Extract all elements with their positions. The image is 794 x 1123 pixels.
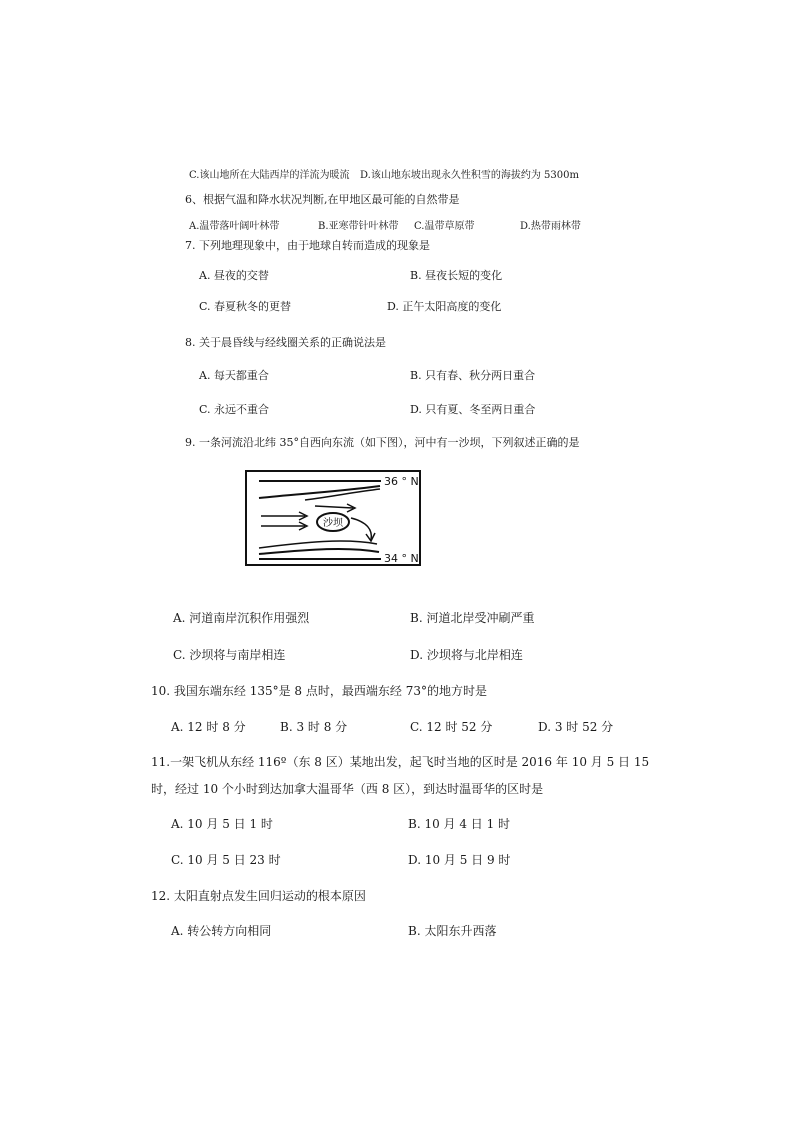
q11-stem-line1: 11.一架飞机从东经 116º（东 8 区）某地出发，起飞时当地的区时是 2016 年 10 月 5 日 15 (151, 755, 650, 769)
q11-stem-line2: 时，经过 10 个小时到达加拿大温哥华（西 8 区），到达时温哥华的区时是 (151, 782, 544, 796)
q10-stem: 10. 我国东端东经 135°是 8 点时，最西端东经 73°的地方时是 (151, 684, 487, 698)
q10-option-d: D. 3 时 52 分 (538, 720, 614, 734)
q10-option-a: A. 12 时 8 分 (171, 720, 246, 734)
q9-stem: 9. 一条河流沿北纬 35°自西向东流（如下图），河中有一沙坝，下列叙述正确的是 (185, 436, 580, 449)
q11-option-d: D. 10 月 5 日 9 时 (408, 853, 511, 867)
q9-option-b: B. 河道北岸受冲刷严重 (410, 611, 535, 625)
q8-option-b: B. 只有春、秋分两日重合 (410, 369, 536, 382)
q6-option-b: B.亚寒带针叶林带 (318, 221, 399, 232)
q12-option-b: B. 太阳东升西落 (408, 924, 497, 938)
q8-stem: 8. 关于晨昏线与经线圈关系的正确说法是 (185, 336, 386, 349)
q11-option-a: A. 10 月 5 日 1 时 (171, 817, 273, 831)
q6-option-a: A.温带落叶阔叶林带 (189, 221, 280, 232)
river-sandbar-diagram (245, 470, 421, 566)
q7-option-a: A. 昼夜的交替 (199, 269, 269, 282)
lat-36-label: 36 ° N (384, 475, 419, 488)
q11-option-c: C. 10 月 5 日 23 时 (171, 853, 281, 867)
q8-option-a: A. 每天都重合 (199, 369, 269, 382)
q11-option-b: B. 10 月 4 日 1 时 (408, 817, 511, 831)
q7-option-b: B. 昼夜长短的变化 (410, 269, 503, 282)
q7-stem: 7. 下列地理现象中，由于地球自转而造成的现象是 (185, 239, 430, 252)
q6-stem: 6、根据气温和降水状况判断,在甲地区最可能的自然带是 (185, 193, 460, 206)
q5-option-c: C.该山地所在大陆西岸的洋流为暖流 (189, 170, 350, 181)
q6-option-d: D.热带雨林带 (520, 221, 581, 232)
q9-option-a: A. 河道南岸沉积作用强烈 (173, 611, 310, 625)
q7-option-c: C. 春夏秋冬的更替 (199, 300, 292, 313)
q10-option-c: C. 12 时 52 分 (410, 720, 493, 734)
q10-option-b: B. 3 时 8 分 (280, 720, 348, 734)
q6-option-c: C.温带草原带 (414, 221, 475, 232)
lat-34-label: 34 ° N (384, 552, 419, 565)
sandbar-label: 沙坝 (323, 518, 343, 529)
q9-option-c: C. 沙坝将与南岸相连 (173, 648, 286, 662)
q12-stem: 12. 太阳直射点发生回归运动的根本原因 (151, 889, 366, 903)
q12-option-a: A. 转公转方向相同 (171, 924, 272, 938)
q9-option-d: D. 沙坝将与北岸相连 (410, 648, 523, 662)
q8-option-c: C. 永远不重合 (199, 403, 270, 416)
q8-option-d: D. 只有夏、冬至两日重合 (410, 403, 536, 416)
q7-option-d: D. 正午太阳高度的变化 (387, 300, 502, 313)
q5-option-d: D.该山地东坡出现永久性积雪的海拔约为 5300m (360, 170, 579, 181)
